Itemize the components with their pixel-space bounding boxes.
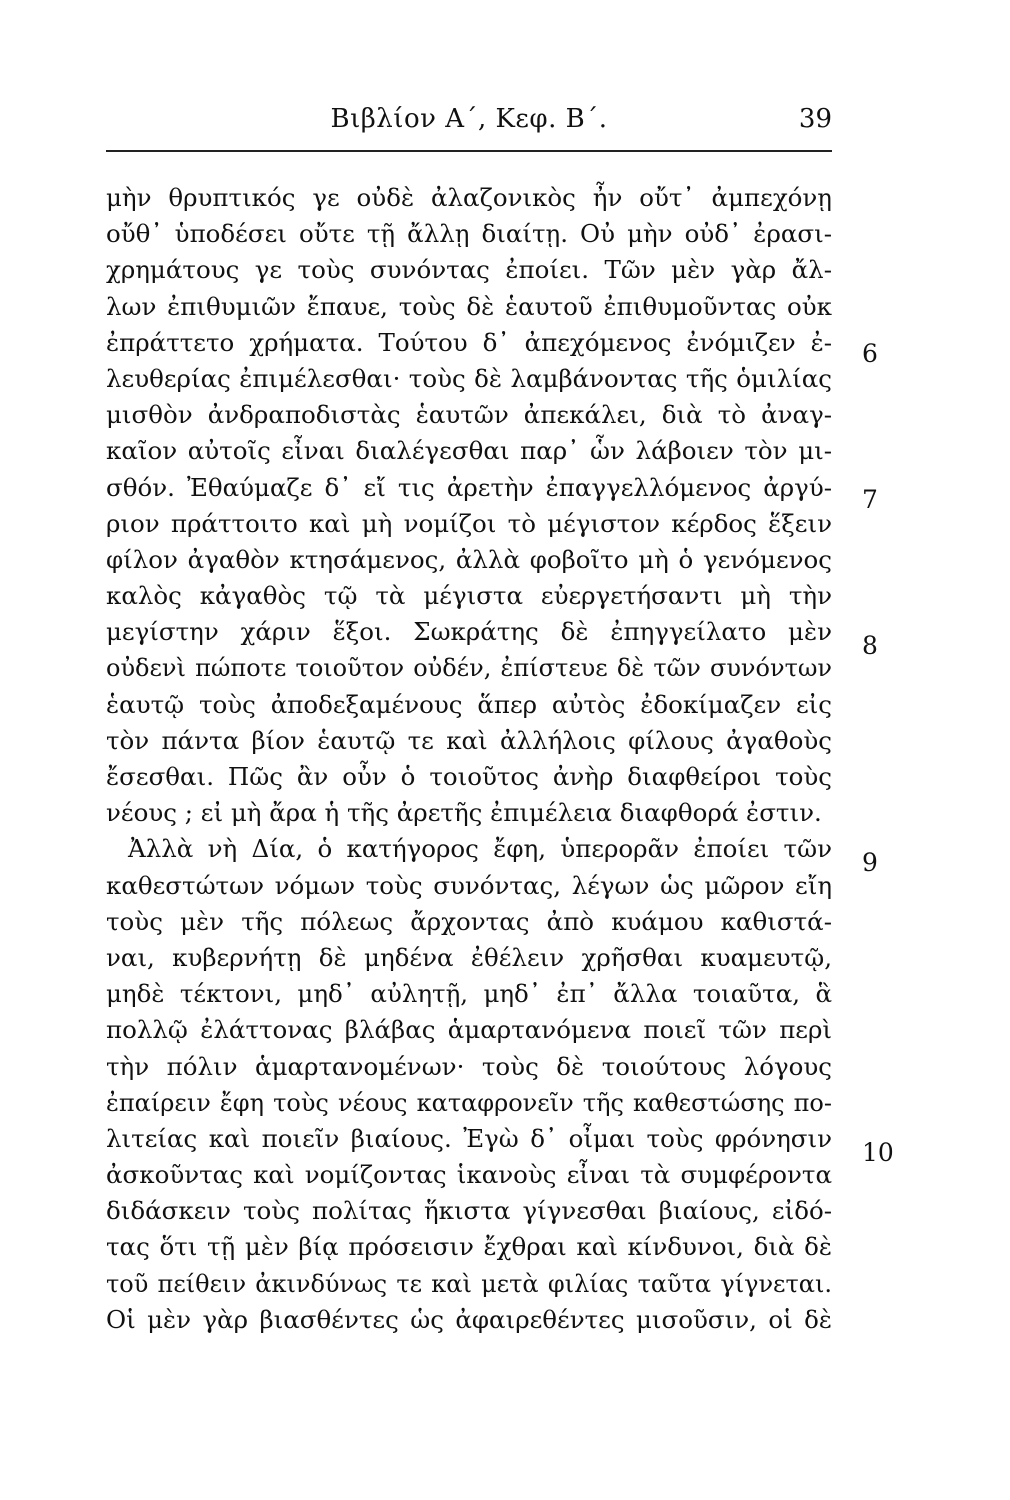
text-line: καλὸς κἀγαθὸς τῷ τὰ μέγιστα εὐεργετήσαντι μὴ τὴν bbox=[106, 581, 832, 611]
text-line: Ἀλλὰ νὴ Δία, ὁ κατήγορος ἔφη, ὑπερορᾶν ἐποίει τῶν bbox=[128, 834, 832, 864]
text-line: ἐπράττετο χρήματα. Τούτου δ᾽ ἀπεχόμενος ἐνόμιζεν ἐ- bbox=[106, 327, 832, 357]
text-line: διδάσκειν τοὺς πολίτας ἥκιστα γίγνεσθαι βιαίους, εἰδό- bbox=[106, 1196, 832, 1226]
text-line: τας ὅτι τῇ μὲν βίᾳ πρόσεισιν ἔχθραι καὶ κίνδυνοι, διὰ δὲ bbox=[106, 1232, 832, 1262]
text-line: καῖον αὐτοῖς εἶναι διαλέγεσθαι παρ᾽ ὧν λάβοιεν τὸν μι- bbox=[106, 436, 832, 466]
text-line: τοὺς μὲν τῆς πόλεως ἄρχοντας ἀπὸ κυάμου καθιστά- bbox=[106, 906, 832, 936]
page-number: 39 bbox=[798, 104, 832, 134]
running-title: Βιβλίον Α΄, Κεφ. Β΄. bbox=[330, 104, 608, 134]
text-line: φίλον ἀγαθὸν κτησάμενος, ἀλλὰ φοβοῖτο μὴ ὁ γενόμενος bbox=[106, 544, 832, 574]
text-line: τοῦ πείθειν ἀκινδύνως τε καὶ μετὰ φιλίας ταῦτα γίγνεται. bbox=[106, 1269, 832, 1298]
text-line: ἔσεσθαι. Πῶς ἂν οὖν ὁ τοιοῦτος ἀνὴρ διαφθείροι τοὺς bbox=[106, 762, 832, 791]
text-line: οὐδενὶ πώποτε τοιοῦτον οὐδέν, ἐπίστευε δὲ τῶν συνόντων bbox=[106, 654, 832, 683]
header-rule bbox=[106, 150, 832, 152]
text-line: μισθὸν ἀνδραποδιστὰς ἑαυτῶν ἀπεκάλει, διὰ τὸ ἀναγ- bbox=[106, 400, 832, 430]
text-line: ριον πράττοιτο καὶ μὴ νομίζοι τὸ μέγιστον κέρδος ἕξειν bbox=[106, 508, 832, 538]
text-line: οὔθ᾽ ὑποδέσει οὔτε τῇ ἄλλῃ διαίτῃ. Οὐ μὴν οὐδ᾽ ἐρασι- bbox=[106, 219, 832, 249]
text-line: ναι, κυβερνήτῃ δὲ μηδένα ἐθέλειν χρῆσθαι κυαμευτῷ, bbox=[106, 942, 832, 972]
text-line: σθόν. Ἐθαύμαζε δ᾽ εἴ τις ἀρετὴν ἐπαγγελλόμενος ἀργύ- bbox=[106, 472, 832, 502]
text-line: καθεστώτων νόμων τοὺς συνόντας, λέγων ὡς μῶρον εἴη bbox=[106, 870, 832, 900]
text-line: μηδὲ τέκτονι, μηδ᾽ αὐλητῇ, μηδ᾽ ἐπ᾽ ἄλλα τοιαῦτα, ἃ bbox=[106, 979, 832, 1009]
text-line: τὸν πάντα βίον ἑαυτῷ τε καὶ ἀλλήλοις φίλους ἀγαθοὺς bbox=[106, 725, 832, 755]
section-number-8: 8 bbox=[862, 631, 878, 660]
section-number-6: 6 bbox=[862, 339, 878, 368]
section-number-10: 10 bbox=[862, 1138, 894, 1167]
text-line: λιτείας καὶ ποιεῖν βιαίους. Ἐγὼ δ᾽ οἶμαι τοὺς φρόνησιν bbox=[106, 1123, 832, 1153]
text-line: λων ἐπιθυμιῶν ἔπαυε, τοὺς δὲ ἑαυτοῦ ἐπιθυμοῦντας οὐκ bbox=[106, 291, 832, 321]
running-head bbox=[106, 100, 832, 140]
text-line: χρημάτους γε τοὺς συνόντας ἐποίει. Τῶν μὲν γὰρ ἄλ- bbox=[106, 255, 832, 285]
text-line: ἐπαίρειν ἔφη τοὺς νέους καταφρονεῖν τῆς καθεστώσης πο- bbox=[106, 1088, 832, 1117]
text-line: Οἱ μὲν γὰρ βιασθέντες ὡς ἀφαιρεθέντες μισοῦσιν, οἱ δὲ bbox=[106, 1304, 832, 1334]
text-line: πολλῷ ἐλάττονας βλάβας ἁμαρτανόμενα ποιεῖ τῶν περὶ bbox=[106, 1015, 832, 1045]
text-line: ἀσκοῦντας καὶ νομίζοντας ἱκανοὺς εἶναι τὰ συμφέροντα bbox=[106, 1160, 832, 1190]
text-line: μὴν θρυπτικός γε οὐδὲ ἀλαζονικὸς ἦν οὔτ᾽ ἀμπεχόνῃ bbox=[106, 183, 832, 212]
text-line: μεγίστην χάριν ἕξοι. Σωκράτης δὲ ἐπηγγείλατο μὲν bbox=[106, 617, 832, 647]
text-line: νέους ; εἰ μὴ ἄρα ἡ τῆς ἀρετῆς ἐπιμέλεια διαφθορά ἐστιν. bbox=[106, 798, 822, 828]
section-number-9: 9 bbox=[862, 848, 878, 877]
text-line: ἑαυτῷ τοὺς ἀποδεξαμένους ἅπερ αὐτὸς ἐδοκίμαζεν εἰς bbox=[106, 689, 832, 719]
body-text bbox=[106, 180, 832, 1338]
text-line: τὴν πόλιν ἁμαρτανομένων· τοὺς δὲ τοιούτους λόγους bbox=[106, 1051, 832, 1081]
text-line: λευθερίας ἐπιμέλεσθαι· τοὺς δὲ λαμβάνοντας τῆς ὁμιλίας bbox=[106, 363, 832, 393]
section-number-7: 7 bbox=[862, 485, 878, 514]
